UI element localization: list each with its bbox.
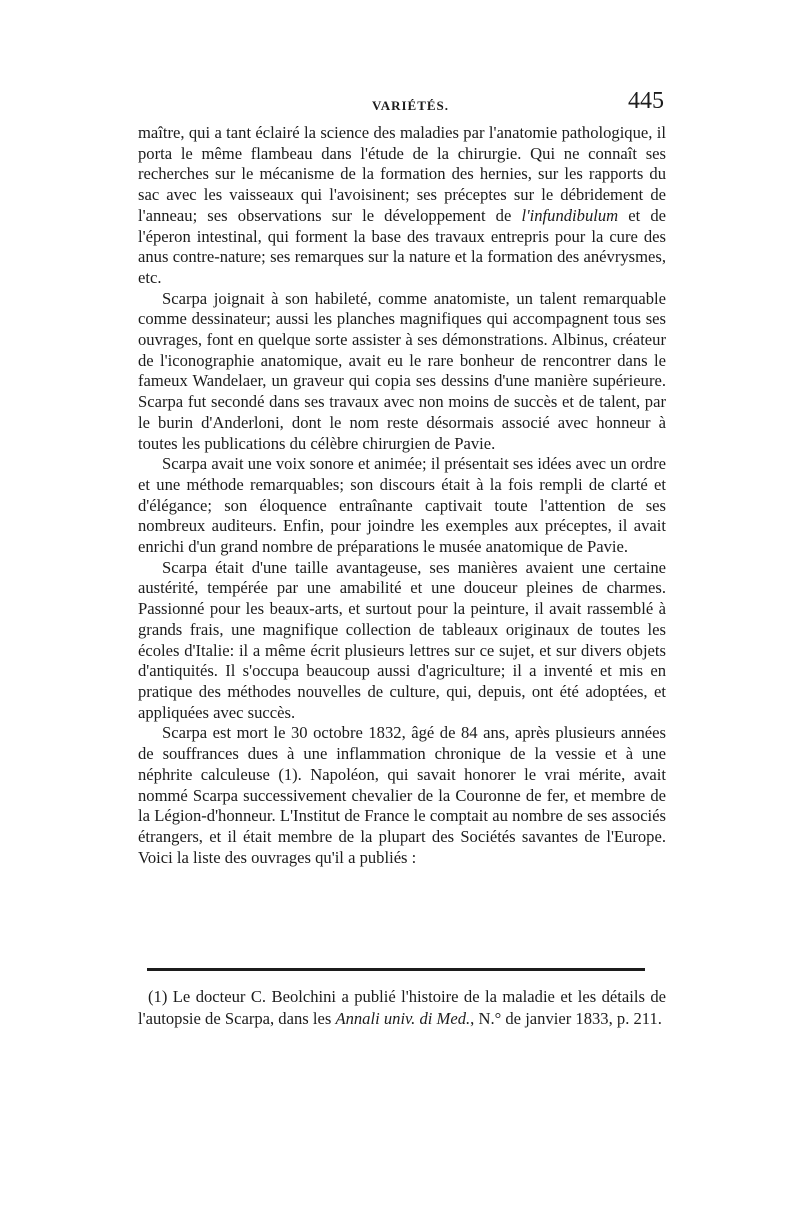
footnote-text: (1) Le docteur C. Beolchini a publié l'histoire de la maladie et les détails de l'autopsie de Scarpa, dans les (138, 987, 666, 1028)
footnote-rule (147, 968, 645, 971)
footnote-paragraph (138, 986, 666, 1030)
paragraph: Scarpa était d'une taille avantageuse, ses manières avaient une certaine austérité, tempérée par une amabilité et une douceur pleines de charmes. Passionné pour les beaux-arts, et surtout pour la peinture, il avait rassemblé à grands frais, une magnifique collection de tableaux originaux de toutes les écoles d'Italie: il a même écrit plusieurs lettres sur ce sujet, et sur divers objets d'antiquités. Il s'occupa beaucoup aussi d'agriculture; il a inventé et mis en pratique des méthodes nouvelles de culture, qui, depuis, ont été adoptées, et appliquées avec succès. (138, 557, 666, 722)
footnote (138, 986, 666, 1030)
journal-title: Annali univ. di Med. (335, 1009, 471, 1028)
paragraph: Scarpa avait une voix sonore et animée; il présentait ses idées avec un ordre et une méthode remarquables; son discours était à la fois rempli de clarté et d'élégance; son éloquence entraînante captivait toute l'attention de ses nombreux auditeurs. Enfin, pour joindre les exemples aux préceptes, il avait enrichi d'un grand nombre de préparations le musée anatomique de Pavie. (138, 454, 666, 557)
paragraph: Scarpa joignait à son habileté, comme anatomiste, un talent remarquable comme dessinateur; aussi les planches magnifiques qui accompagnent tous ses ouvrages, font en quelque sorte assister à ses démonstrations. Albinus, créateur de l'iconographie anatomique, avait eu le rare bonheur de rencontrer dans le fameux Wandelaer, un graveur qui copia ses dessins d'une manière supérieure. Scarpa fut secondé dans ses travaux avec non moins de succès et de talent, par le burin d'Anderloni, dont le nom reste désormais associé avec honneur à toutes les publications du célèbre chirurgien de Pavie. (138, 288, 666, 453)
paragraph (138, 123, 666, 289)
body-text (138, 123, 666, 868)
running-head: VARIÉTÉS. (372, 98, 450, 113)
paragraph-text: maître, qui a tant éclairé la science des maladies par l'anatomie pathologique, il porta le même flambeau dans l'étude de la chirurgie. Qui ne connaît ses recherches sur le mécanisme de la formation des hernies, sur les rapports du sac avec les vaisseaux qui l'avoisinent; ses préceptes sur le débridement de l'anneau; ses observations sur le développement de (138, 123, 666, 225)
italic-term: l'infundibulum (521, 205, 619, 225)
paragraph: Scarpa est mort le 30 octobre 1832, âgé de 84 ans, après plusieurs années de souffrances dues à une inflammation chronique de la vessie et à une néphrite calculeuse (1). Napoléon, qui savait honorer le vrai mérite, avait nommé Scarpa successivement chevalier de la Couronne de fer, et membre de la Légion-d'honneur. L'Institut de France le comptait au nombre de ses associés étrangers, et il était membre de la plupart des Sociétés savantes de l'Europe. Voici la liste des ouvrages qu'il a publiés : (138, 723, 666, 867)
paragraph-text: et de l'éperon intestinal, qui forment la base des travaux entrepris pour la cure des anus contre-nature; ses remarques sur la nature et la formation des anévrysmes, etc. (138, 205, 667, 287)
page-number: 445 (628, 88, 664, 114)
footnote-text: , N.° de janvier 1833, p. 211. (470, 1009, 662, 1028)
